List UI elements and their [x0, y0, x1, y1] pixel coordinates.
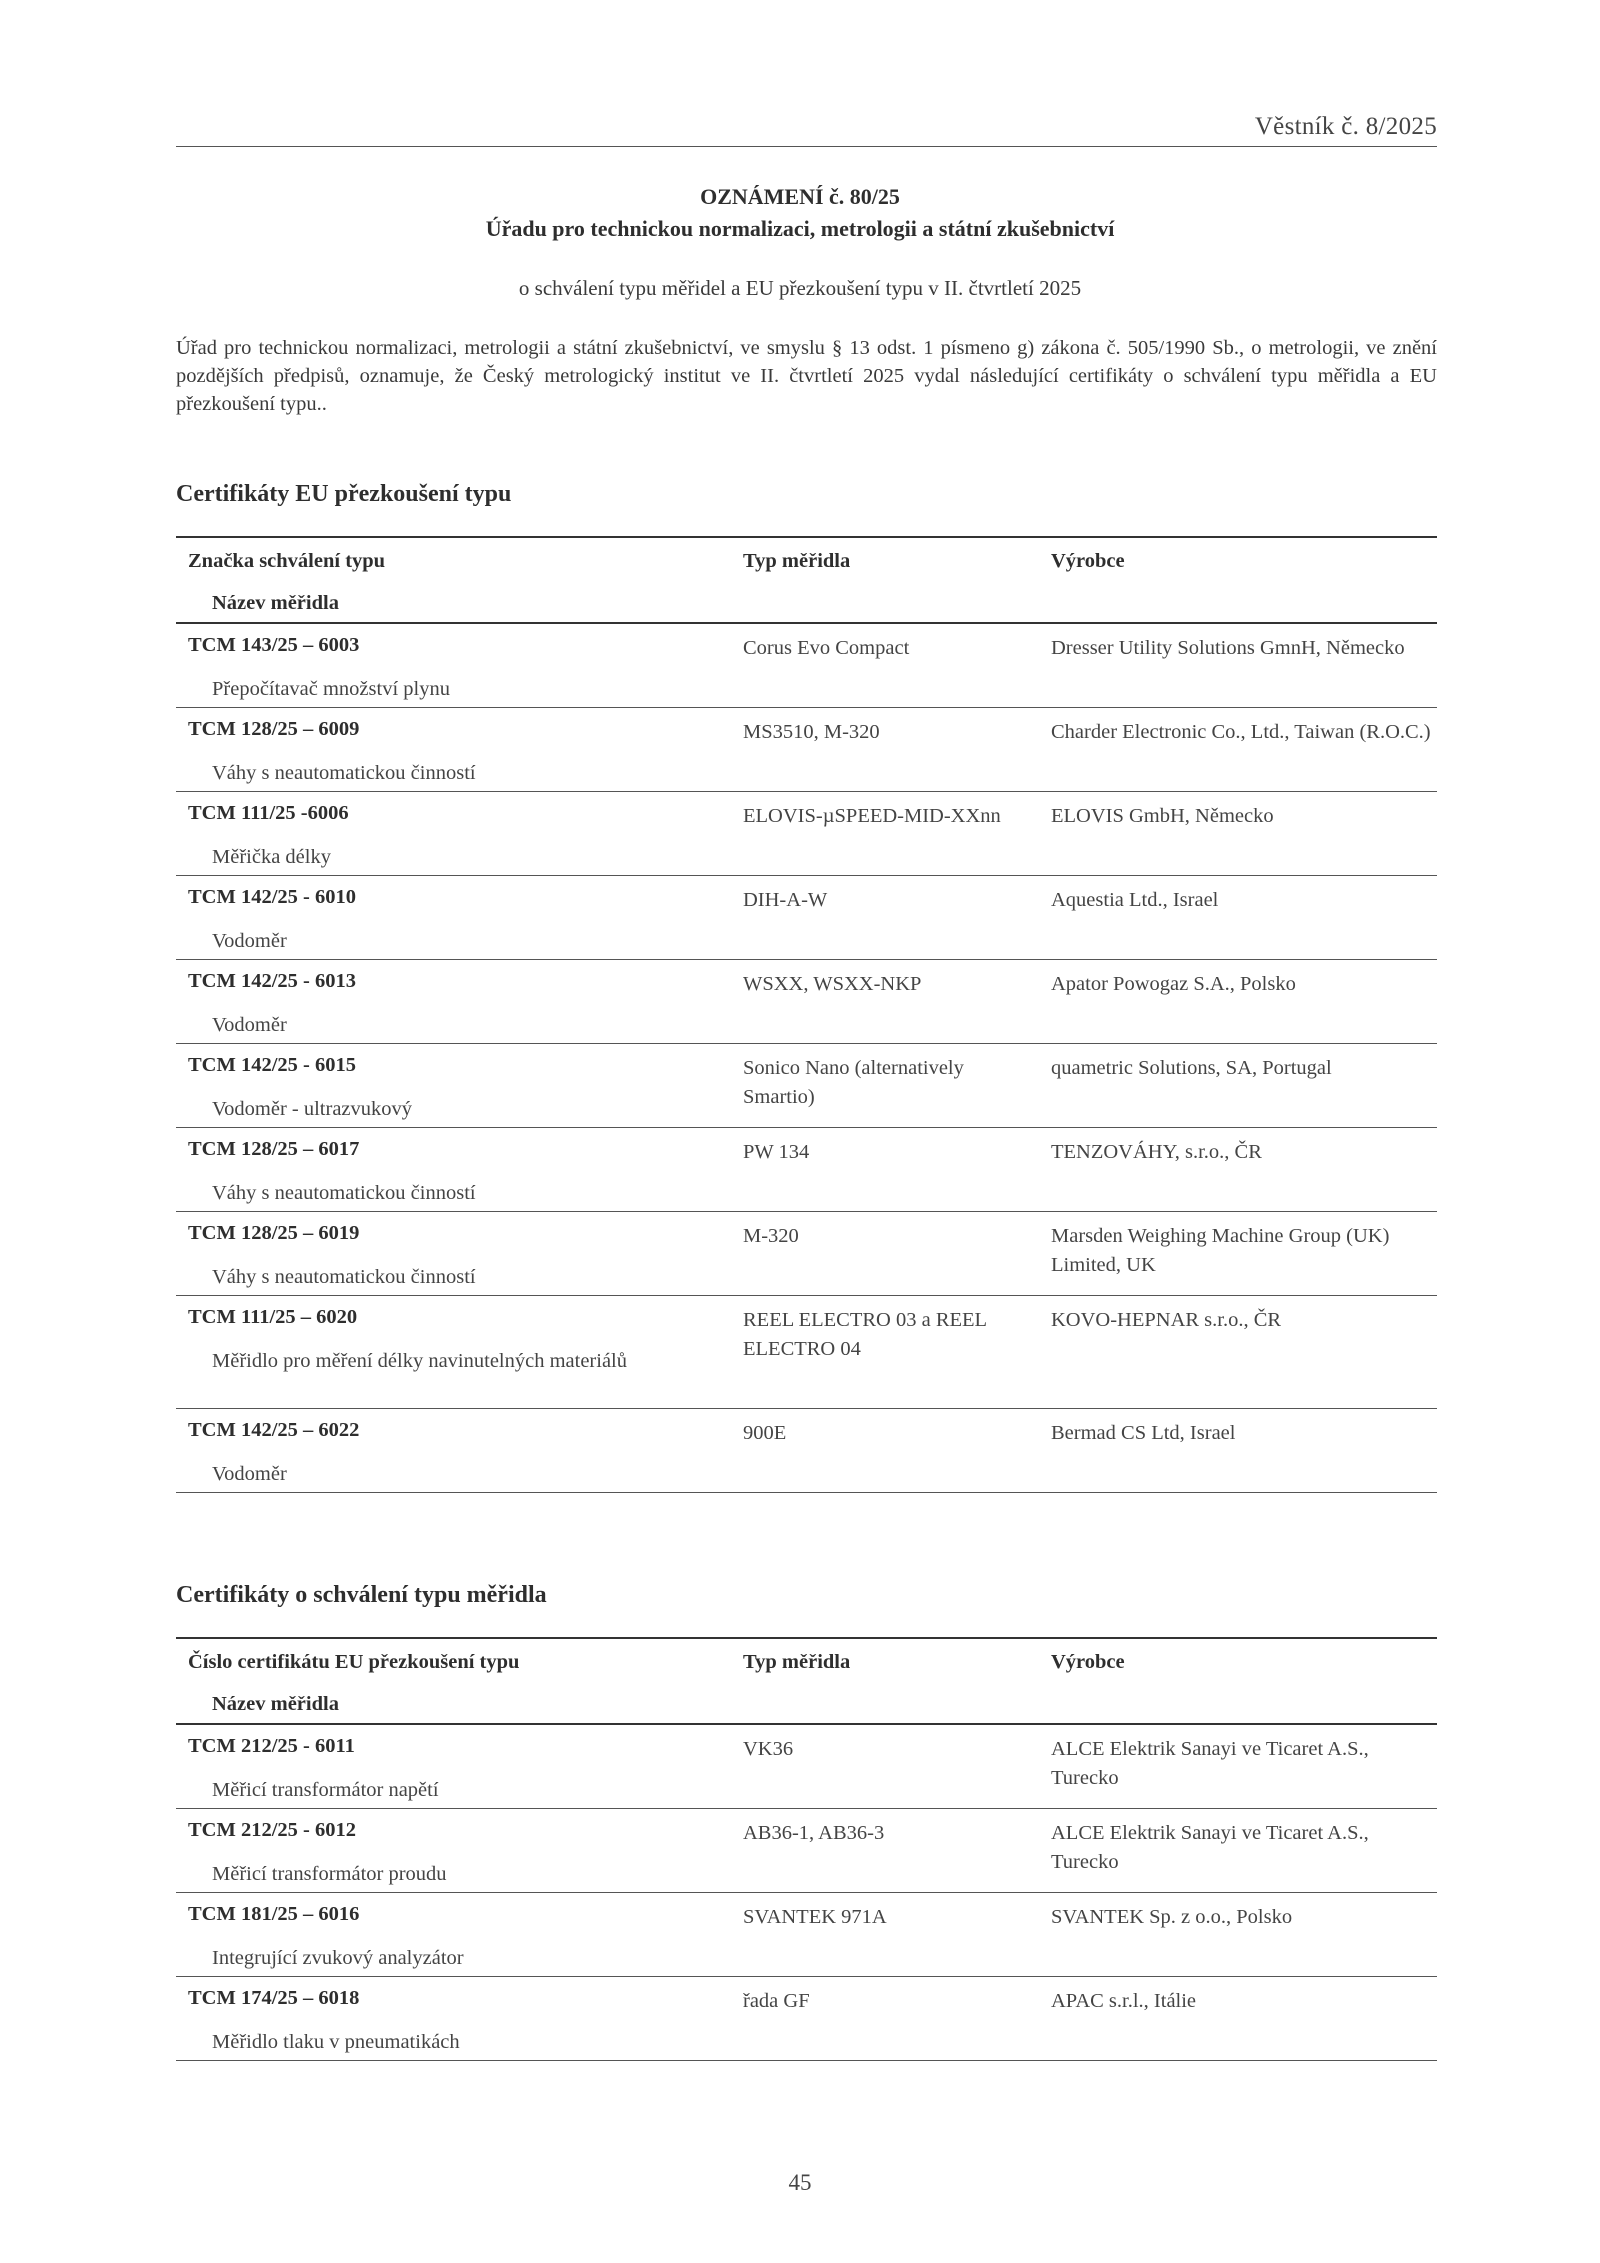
- header-divider: [176, 146, 1437, 147]
- instrument-name: Přepočítavač množství plynu: [212, 678, 450, 700]
- instrument-type: Sonico Nano (alternatively Smartio): [743, 1057, 964, 1108]
- table-row: [176, 1296, 1437, 1409]
- notice-subtitle: Úřadu pro technickou normalizaci, metrologii a státní zkušebnictví: [485, 216, 1115, 241]
- instrument-name: Měřidlo pro měření délky navinutelných materiálů: [212, 1350, 627, 1372]
- instrument-name: Integrující zvukový analyzátor: [212, 1947, 464, 1969]
- column-header-code: Číslo certifikátu EU přezkoušení typu: [188, 1651, 520, 1673]
- table-row: [176, 876, 1437, 960]
- certificate-code: TCM 111/25 -6006: [188, 802, 349, 824]
- table-header: [176, 536, 1437, 624]
- certificate-code: TCM 111/25 – 6020: [188, 1306, 358, 1328]
- column-header-type: Typ měřidla: [743, 1651, 851, 1673]
- table-row: [176, 792, 1437, 876]
- certificate-code: TCM 143/25 – 6003: [188, 634, 360, 656]
- certificate-code: TCM 212/25 - 6011: [188, 1735, 355, 1757]
- table-row: [176, 1809, 1437, 1893]
- notice-topic: o schválení typu měřidel a EU přezkoušení typu v II. čtvrtletí 2025: [518, 276, 1082, 300]
- instrument-type: 900E: [743, 1422, 787, 1444]
- notice-title: OZNÁMENÍ č. 80/25: [700, 184, 900, 209]
- certificate-code: TCM 128/25 – 6017: [188, 1138, 360, 1160]
- instrument-name: Vodoměr - ultrazvukový: [212, 1098, 413, 1120]
- manufacturer: Marsden Weighing Machine Group (UK) Limited, UK: [1051, 1225, 1390, 1276]
- instrument-name: Váhy s neautomatickou činností: [212, 1266, 476, 1288]
- manufacturer: TENZOVÁHY, s.r.o., ČR: [1051, 1141, 1262, 1163]
- instrument-type: M-320: [743, 1225, 799, 1247]
- instrument-type: REEL ELECTRO 03 a REEL ELECTRO 04: [743, 1309, 987, 1360]
- column-header-manufacturer: Výrobce: [1051, 1651, 1125, 1673]
- certificate-code: TCM 128/25 – 6019: [188, 1222, 360, 1244]
- table-row: [176, 1044, 1437, 1128]
- manufacturer: quametric Solutions, SA, Portugal: [1051, 1057, 1332, 1079]
- section-heading-eu-certificates: Certifikáty EU přezkoušení typu: [176, 481, 512, 507]
- table-row: [176, 708, 1437, 792]
- manufacturer: Apator Powogaz S.A., Polsko: [1051, 973, 1296, 995]
- manufacturer: ALCE Elektrik Sanayi ve Ticaret A.S., Turecko: [1051, 1822, 1369, 1873]
- manufacturer: KOVO-HEPNAR s.r.o., ČR: [1051, 1309, 1282, 1331]
- certificate-code: TCM 142/25 – 6022: [188, 1419, 360, 1441]
- instrument-name: Vodoměr: [212, 1463, 287, 1485]
- certificate-code: TCM 128/25 – 6009: [188, 718, 360, 740]
- instrument-name: Měřidlo tlaku v pneumatikách: [212, 2031, 460, 2053]
- table-row: [176, 1409, 1437, 1493]
- column-header-name: Název měřidla: [212, 1693, 339, 1715]
- manufacturer: SVANTEK Sp. z o.o., Polsko: [1051, 1906, 1293, 1928]
- bulletin-header: Věstník č. 8/2025: [1254, 113, 1437, 140]
- instrument-name: Váhy s neautomatickou činností: [212, 762, 476, 784]
- instrument-type: MS3510, M-320: [743, 721, 880, 743]
- instrument-type: PW 134: [743, 1141, 810, 1163]
- instrument-name: Váhy s neautomatickou činností: [212, 1182, 476, 1204]
- instrument-type: ELOVIS-µSPEED-MID-XXnn: [743, 805, 1001, 827]
- table-header: [176, 1637, 1437, 1725]
- instrument-name: Vodoměr: [212, 1014, 287, 1036]
- instrument-name: Vodoměr: [212, 930, 287, 952]
- intro-paragraph: Úřad pro technickou normalizaci, metrologii a státní zkušebnictví, ve smyslu § 13 odst. 1 písmeno g) zákona č. 505/1990 Sb., o metrologii, ve znění pozdějších předpisů, oznamuje, že Český metrologický institut ve II. čtvrtletí 2025 vydal následující certifikáty o schválení typu měřidla a EU přezkoušení typu..: [176, 337, 1437, 415]
- manufacturer: ELOVIS GmbH, Německo: [1051, 805, 1274, 827]
- certificate-code: TCM 174/25 – 6018: [188, 1987, 360, 2009]
- instrument-type: DIH-A-W: [743, 889, 828, 911]
- column-header-type: Typ měřidla: [743, 550, 851, 572]
- manufacturer: ALCE Elektrik Sanayi ve Ticaret A.S., Turecko: [1051, 1738, 1369, 1789]
- page-number: 45: [788, 2170, 812, 2195]
- table-row: [176, 1212, 1437, 1296]
- manufacturer: Aquestia Ltd., Israel: [1051, 889, 1219, 911]
- certificate-code: TCM 142/25 - 6015: [188, 1054, 356, 1076]
- table-row: [176, 1128, 1437, 1212]
- manufacturer: APAC s.r.l., Itálie: [1051, 1990, 1197, 2012]
- table-row: [176, 1725, 1437, 1809]
- instrument-name: Měřička délky: [212, 846, 331, 868]
- table-row: [176, 624, 1437, 708]
- instrument-type: řada GF: [743, 1990, 810, 2012]
- instrument-type: AB36-1, AB36-3: [743, 1822, 885, 1844]
- instrument-type: Corus Evo Compact: [743, 637, 910, 659]
- table-row: [176, 1893, 1437, 1977]
- instrument-name: Měřicí transformátor napětí: [212, 1779, 439, 1801]
- table-row: [176, 1977, 1437, 2061]
- column-header-manufacturer: Výrobce: [1051, 550, 1125, 572]
- instrument-type: WSXX, WSXX-NKP: [743, 973, 922, 995]
- column-header-name: Název měřidla: [212, 592, 339, 614]
- certificate-code: TCM 142/25 - 6013: [188, 970, 356, 992]
- certificate-code: TCM 181/25 – 6016: [188, 1903, 360, 1925]
- instrument-type: SVANTEK 971A: [743, 1906, 887, 1928]
- manufacturer: Charder Electronic Co., Ltd., Taiwan (R.O.C.): [1051, 721, 1431, 743]
- manufacturer: Dresser Utility Solutions GmnH, Německo: [1051, 637, 1405, 659]
- table-row: [176, 960, 1437, 1044]
- certificate-code: TCM 142/25 - 6010: [188, 886, 356, 908]
- section-heading-type-approval: Certifikáty o schválení typu měřidla: [176, 1582, 547, 1608]
- instrument-name: Měřicí transformátor proudu: [212, 1863, 447, 1885]
- manufacturer: Bermad CS Ltd, Israel: [1051, 1422, 1236, 1444]
- eu-certificates-table: [176, 536, 1437, 1493]
- certificate-code: TCM 212/25 - 6012: [188, 1819, 356, 1841]
- column-header-code: Značka schválení typu: [188, 550, 386, 572]
- instrument-type: VK36: [743, 1738, 794, 1760]
- type-approval-table: [176, 1637, 1437, 2061]
